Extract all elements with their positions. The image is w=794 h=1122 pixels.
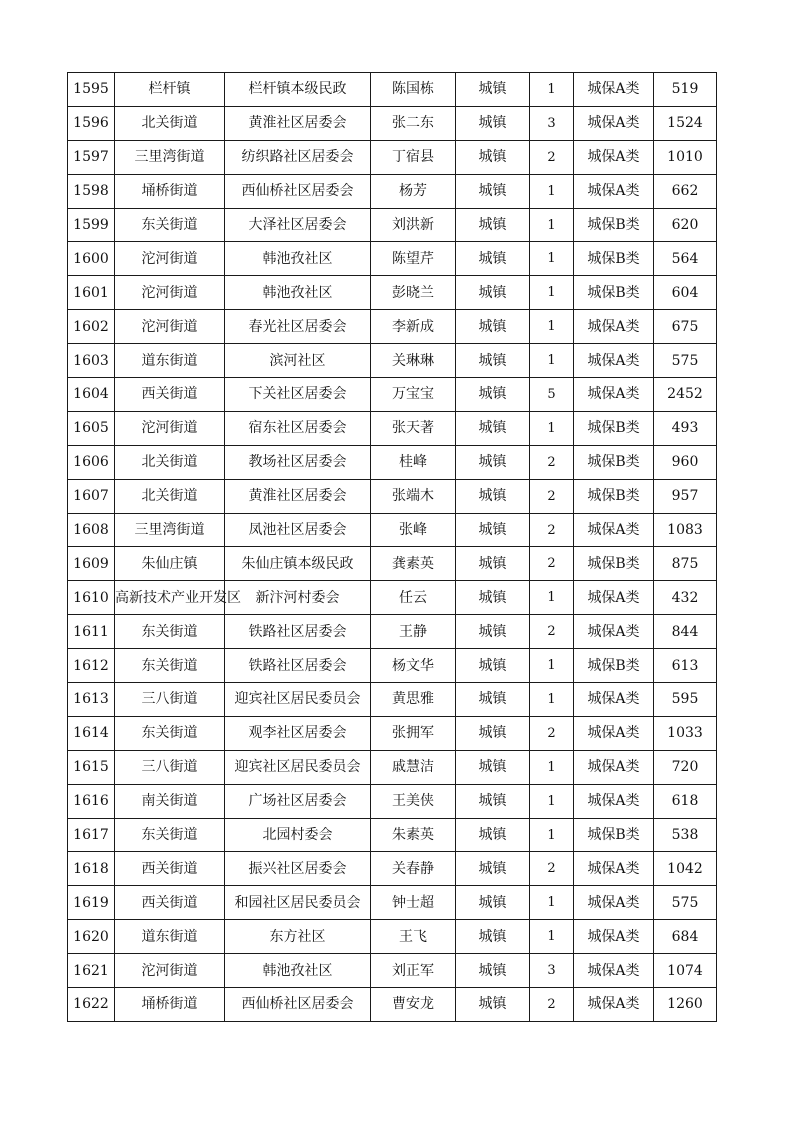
amount-cell: 875: [654, 547, 717, 581]
amount-cell: 618: [654, 784, 717, 818]
category-cell: 城保A类: [574, 683, 654, 717]
community-cell: 铁路社区居委会: [225, 649, 371, 683]
table-row: [68, 276, 717, 310]
amount-cell: 538: [654, 818, 717, 852]
amount-cell: 620: [654, 208, 717, 242]
area-type-cell: 城镇: [456, 73, 530, 107]
person-name-cell: 丁宿县: [371, 140, 456, 174]
category-cell: 城保B类: [574, 445, 654, 479]
category-cell: 城保B类: [574, 649, 654, 683]
area-type-cell: 城镇: [456, 242, 530, 276]
serial-number-cell: 1602: [68, 310, 115, 344]
community-cell: 黄淮社区居委会: [225, 106, 371, 140]
amount-cell: 1260: [654, 988, 717, 1022]
table-row: [68, 174, 717, 208]
category-cell: 城保B类: [574, 411, 654, 445]
household-size-cell: 3: [530, 106, 574, 140]
community-cell: 春光社区居委会: [225, 310, 371, 344]
community-cell: 韩池孜社区: [225, 242, 371, 276]
serial-number-cell: 1613: [68, 683, 115, 717]
table-row: [68, 920, 717, 954]
category-cell: 城保A类: [574, 852, 654, 886]
category-cell: 城保A类: [574, 174, 654, 208]
serial-number-cell: 1600: [68, 242, 115, 276]
table-row: [68, 242, 717, 276]
household-size-cell: 1: [530, 886, 574, 920]
area-type-cell: 城镇: [456, 174, 530, 208]
person-name-cell: 杨芳: [371, 174, 456, 208]
amount-cell: 604: [654, 276, 717, 310]
table-row: [68, 818, 717, 852]
community-cell: 迎宾社区居民委员会: [225, 683, 371, 717]
area-type-cell: 城镇: [456, 445, 530, 479]
person-name-cell: 戚慧洁: [371, 750, 456, 784]
table-row: [68, 445, 717, 479]
area-type-cell: 城镇: [456, 581, 530, 615]
serial-number-cell: 1616: [68, 784, 115, 818]
serial-number-cell: 1614: [68, 716, 115, 750]
serial-number-cell: 1601: [68, 276, 115, 310]
community-cell: 西仙桥社区居委会: [225, 174, 371, 208]
category-cell: 城保A类: [574, 988, 654, 1022]
household-size-cell: 2: [530, 445, 574, 479]
serial-number-cell: 1612: [68, 649, 115, 683]
amount-cell: 493: [654, 411, 717, 445]
town-cell: 沱河街道: [115, 242, 225, 276]
serial-number-cell: 1595: [68, 73, 115, 107]
town-cell: 西关街道: [115, 852, 225, 886]
town-cell: 三里湾街道: [115, 140, 225, 174]
person-name-cell: 杨文华: [371, 649, 456, 683]
town-cell: 埇桥街道: [115, 988, 225, 1022]
table-row: [68, 140, 717, 174]
community-cell: 广场社区居委会: [225, 784, 371, 818]
community-cell: 凤池社区居委会: [225, 513, 371, 547]
area-type-cell: 城镇: [456, 615, 530, 649]
household-size-cell: 1: [530, 208, 574, 242]
category-cell: 城保A类: [574, 750, 654, 784]
area-type-cell: 城镇: [456, 649, 530, 683]
table-row: [68, 479, 717, 513]
person-name-cell: 桂峰: [371, 445, 456, 479]
category-cell: 城保A类: [574, 73, 654, 107]
category-cell: 城保A类: [574, 513, 654, 547]
household-size-cell: 2: [530, 140, 574, 174]
community-cell: 栏杆镇本级民政: [225, 73, 371, 107]
area-type-cell: 城镇: [456, 411, 530, 445]
person-name-cell: 张峰: [371, 513, 456, 547]
community-cell: 振兴社区居委会: [225, 852, 371, 886]
area-type-cell: 城镇: [456, 208, 530, 242]
area-type-cell: 城镇: [456, 547, 530, 581]
area-type-cell: 城镇: [456, 106, 530, 140]
amount-cell: 575: [654, 886, 717, 920]
town-cell: 沱河街道: [115, 411, 225, 445]
household-size-cell: 1: [530, 242, 574, 276]
town-cell: 高新技术产业开发区: [115, 581, 225, 615]
community-cell: 大泽社区居委会: [225, 208, 371, 242]
category-cell: 城保A类: [574, 106, 654, 140]
table-row: [68, 852, 717, 886]
town-cell: 沱河街道: [115, 954, 225, 988]
table-row: [68, 378, 717, 412]
area-type-cell: 城镇: [456, 683, 530, 717]
area-type-cell: 城镇: [456, 988, 530, 1022]
amount-cell: 575: [654, 344, 717, 378]
table-row: [68, 344, 717, 378]
community-cell: 迎宾社区居民委员会: [225, 750, 371, 784]
household-size-cell: 2: [530, 988, 574, 1022]
town-cell: 东关街道: [115, 649, 225, 683]
household-size-cell: 2: [530, 615, 574, 649]
amount-cell: 684: [654, 920, 717, 954]
table-row: [68, 750, 717, 784]
serial-number-cell: 1596: [68, 106, 115, 140]
household-size-cell: 2: [530, 716, 574, 750]
community-cell: 教场社区居委会: [225, 445, 371, 479]
household-size-cell: 3: [530, 954, 574, 988]
serial-number-cell: 1597: [68, 140, 115, 174]
category-cell: 城保A类: [574, 140, 654, 174]
category-cell: 城保A类: [574, 310, 654, 344]
serial-number-cell: 1599: [68, 208, 115, 242]
town-cell: 东关街道: [115, 716, 225, 750]
category-cell: 城保B类: [574, 547, 654, 581]
table-row: [68, 73, 717, 107]
person-name-cell: 刘洪新: [371, 208, 456, 242]
person-name-cell: 王静: [371, 615, 456, 649]
household-size-cell: 2: [530, 547, 574, 581]
household-size-cell: 1: [530, 818, 574, 852]
household-size-cell: 5: [530, 378, 574, 412]
household-size-cell: 1: [530, 750, 574, 784]
person-name-cell: 陈国栋: [371, 73, 456, 107]
area-type-cell: 城镇: [456, 920, 530, 954]
household-size-cell: 1: [530, 276, 574, 310]
area-type-cell: 城镇: [456, 378, 530, 412]
town-cell: 东关街道: [115, 818, 225, 852]
household-size-cell: 1: [530, 920, 574, 954]
table-row: [68, 547, 717, 581]
amount-cell: 519: [654, 73, 717, 107]
person-name-cell: 张天著: [371, 411, 456, 445]
serial-number-cell: 1619: [68, 886, 115, 920]
community-cell: 观李社区居委会: [225, 716, 371, 750]
amount-cell: 844: [654, 615, 717, 649]
table-row: [68, 581, 717, 615]
serial-number-cell: 1615: [68, 750, 115, 784]
town-cell: 南关街道: [115, 784, 225, 818]
amount-cell: 1074: [654, 954, 717, 988]
table-row: [68, 954, 717, 988]
area-type-cell: 城镇: [456, 276, 530, 310]
area-type-cell: 城镇: [456, 479, 530, 513]
category-cell: 城保B类: [574, 276, 654, 310]
person-name-cell: 刘正军: [371, 954, 456, 988]
table-row: [68, 988, 717, 1022]
serial-number-cell: 1620: [68, 920, 115, 954]
category-cell: 城保A类: [574, 615, 654, 649]
community-cell: 纺织路社区居委会: [225, 140, 371, 174]
town-cell: 三里湾街道: [115, 513, 225, 547]
table-body: [68, 73, 717, 1022]
category-cell: 城保B类: [574, 242, 654, 276]
person-name-cell: 王飞: [371, 920, 456, 954]
household-size-cell: 1: [530, 411, 574, 445]
household-size-cell: 1: [530, 310, 574, 344]
table-row: [68, 106, 717, 140]
town-cell: 道东街道: [115, 920, 225, 954]
serial-number-cell: 1603: [68, 344, 115, 378]
category-cell: 城保A类: [574, 886, 654, 920]
person-name-cell: 黄思雅: [371, 683, 456, 717]
amount-cell: 662: [654, 174, 717, 208]
category-cell: 城保A类: [574, 344, 654, 378]
amount-cell: 1010: [654, 140, 717, 174]
table-row: [68, 615, 717, 649]
serial-number-cell: 1622: [68, 988, 115, 1022]
household-size-cell: 1: [530, 683, 574, 717]
area-type-cell: 城镇: [456, 886, 530, 920]
area-type-cell: 城镇: [456, 513, 530, 547]
person-name-cell: 张拥军: [371, 716, 456, 750]
household-size-cell: 2: [530, 479, 574, 513]
area-type-cell: 城镇: [456, 818, 530, 852]
table-row: [68, 716, 717, 750]
household-size-cell: 1: [530, 649, 574, 683]
town-cell: 埇桥街道: [115, 174, 225, 208]
person-name-cell: 彭晓兰: [371, 276, 456, 310]
community-cell: 下关社区居委会: [225, 378, 371, 412]
person-name-cell: 万宝宝: [371, 378, 456, 412]
town-cell: 东关街道: [115, 615, 225, 649]
category-cell: 城保B类: [574, 479, 654, 513]
town-cell: 栏杆镇: [115, 73, 225, 107]
amount-cell: 564: [654, 242, 717, 276]
amount-cell: 613: [654, 649, 717, 683]
area-type-cell: 城镇: [456, 750, 530, 784]
area-type-cell: 城镇: [456, 716, 530, 750]
town-cell: 北关街道: [115, 479, 225, 513]
town-cell: 东关街道: [115, 208, 225, 242]
category-cell: 城保B类: [574, 208, 654, 242]
serial-number-cell: 1611: [68, 615, 115, 649]
person-name-cell: 曹安龙: [371, 988, 456, 1022]
community-cell: 黄淮社区居委会: [225, 479, 371, 513]
table-row: [68, 683, 717, 717]
amount-cell: 1524: [654, 106, 717, 140]
amount-cell: 595: [654, 683, 717, 717]
serial-number-cell: 1608: [68, 513, 115, 547]
town-cell: 三八街道: [115, 750, 225, 784]
person-name-cell: 关琳琳: [371, 344, 456, 378]
category-cell: 城保A类: [574, 581, 654, 615]
area-type-cell: 城镇: [456, 852, 530, 886]
community-cell: 新汴河村委会: [225, 581, 371, 615]
household-size-cell: 2: [530, 513, 574, 547]
area-type-cell: 城镇: [456, 344, 530, 378]
town-cell: 北关街道: [115, 445, 225, 479]
community-cell: 朱仙庄镇本级民政: [225, 547, 371, 581]
household-size-cell: 1: [530, 344, 574, 378]
community-cell: 韩池孜社区: [225, 954, 371, 988]
community-cell: 北园村委会: [225, 818, 371, 852]
serial-number-cell: 1604: [68, 378, 115, 412]
person-name-cell: 陈望芹: [371, 242, 456, 276]
amount-cell: 675: [654, 310, 717, 344]
serial-number-cell: 1610: [68, 581, 115, 615]
amount-cell: 2452: [654, 378, 717, 412]
amount-cell: 960: [654, 445, 717, 479]
area-type-cell: 城镇: [456, 954, 530, 988]
category-cell: 城保A类: [574, 378, 654, 412]
household-size-cell: 1: [530, 784, 574, 818]
household-size-cell: 1: [530, 73, 574, 107]
town-cell: 道东街道: [115, 344, 225, 378]
town-cell: 朱仙庄镇: [115, 547, 225, 581]
community-cell: 滨河社区: [225, 344, 371, 378]
category-cell: 城保A类: [574, 920, 654, 954]
town-cell: 三八街道: [115, 683, 225, 717]
community-cell: 和园社区居民委员会: [225, 886, 371, 920]
serial-number-cell: 1607: [68, 479, 115, 513]
serial-number-cell: 1609: [68, 547, 115, 581]
table-row: [68, 649, 717, 683]
table-row: [68, 513, 717, 547]
person-name-cell: 王美侠: [371, 784, 456, 818]
person-name-cell: 张端木: [371, 479, 456, 513]
serial-number-cell: 1618: [68, 852, 115, 886]
category-cell: 城保A类: [574, 954, 654, 988]
person-name-cell: 关春静: [371, 852, 456, 886]
table-row: [68, 310, 717, 344]
person-name-cell: 李新成: [371, 310, 456, 344]
household-size-cell: 1: [530, 581, 574, 615]
amount-cell: 432: [654, 581, 717, 615]
table-row: [68, 886, 717, 920]
town-cell: 西关街道: [115, 378, 225, 412]
category-cell: 城保B类: [574, 818, 654, 852]
town-cell: 北关街道: [115, 106, 225, 140]
community-cell: 西仙桥社区居委会: [225, 988, 371, 1022]
amount-cell: 1083: [654, 513, 717, 547]
community-cell: 宿东社区居委会: [225, 411, 371, 445]
table-row: [68, 784, 717, 818]
table-row: [68, 208, 717, 242]
area-type-cell: 城镇: [456, 140, 530, 174]
serial-number-cell: 1617: [68, 818, 115, 852]
person-name-cell: 钟士超: [371, 886, 456, 920]
household-size-cell: 2: [530, 852, 574, 886]
amount-cell: 720: [654, 750, 717, 784]
community-cell: 铁路社区居委会: [225, 615, 371, 649]
person-name-cell: 张二东: [371, 106, 456, 140]
serial-number-cell: 1606: [68, 445, 115, 479]
household-size-cell: 1: [530, 174, 574, 208]
category-cell: 城保A类: [574, 784, 654, 818]
serial-number-cell: 1598: [68, 174, 115, 208]
amount-cell: 957: [654, 479, 717, 513]
serial-number-cell: 1605: [68, 411, 115, 445]
town-cell: 西关街道: [115, 886, 225, 920]
person-name-cell: 任云: [371, 581, 456, 615]
person-name-cell: 龚素英: [371, 547, 456, 581]
community-cell: 东方社区: [225, 920, 371, 954]
community-cell: 韩池孜社区: [225, 276, 371, 310]
amount-cell: 1042: [654, 852, 717, 886]
table-row: [68, 411, 717, 445]
area-type-cell: 城镇: [456, 310, 530, 344]
town-cell: 沱河街道: [115, 276, 225, 310]
amount-cell: 1033: [654, 716, 717, 750]
town-cell: 沱河街道: [115, 310, 225, 344]
category-cell: 城保A类: [574, 716, 654, 750]
area-type-cell: 城镇: [456, 784, 530, 818]
serial-number-cell: 1621: [68, 954, 115, 988]
recipient-table: [67, 72, 717, 1022]
person-name-cell: 朱素英: [371, 818, 456, 852]
